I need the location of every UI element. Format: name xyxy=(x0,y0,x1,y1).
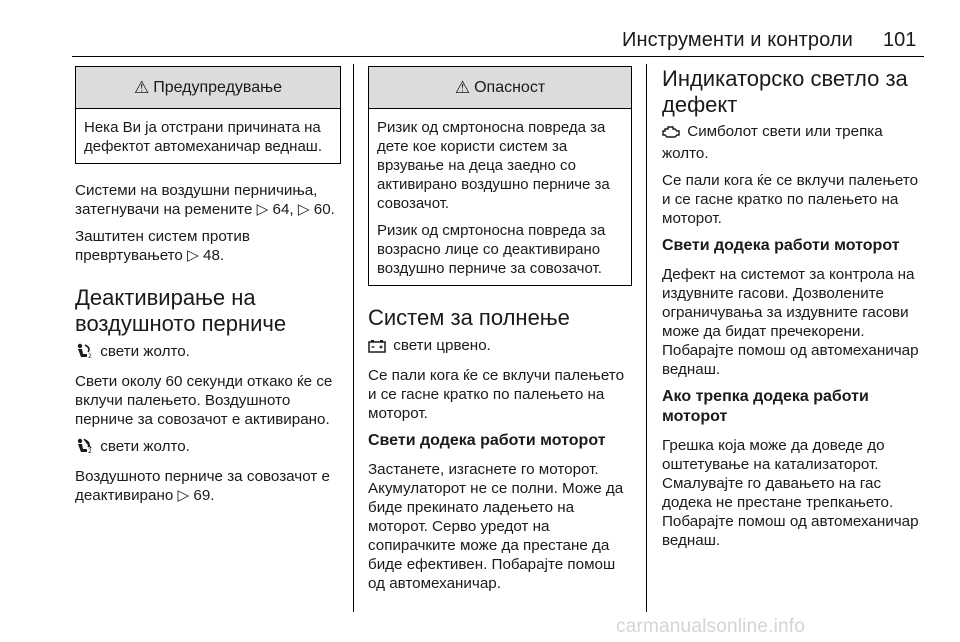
airbag-off-line xyxy=(75,437,341,459)
mil-description: Се пали кога ќе се вклучи палењето и се гасне кратко по палењето на моторот. xyxy=(662,172,919,227)
airbag-off-icon xyxy=(75,438,93,459)
airbag-off-description: Воздушното перниче за совозачот е деактивирано ▷ 69. xyxy=(75,468,330,504)
danger-box xyxy=(368,66,632,286)
subheading-mil-flashing: Ако трепка додека работи моторот xyxy=(662,388,869,425)
column-divider-1 xyxy=(353,64,354,612)
airbag-off-text: свети жолто. xyxy=(96,438,190,455)
mil-line xyxy=(662,122,928,163)
section-heading-malfunction-indicator: Индикаторско светло за дефект xyxy=(662,66,908,117)
subheading-engine-running: Свети додека работи моторот xyxy=(368,432,606,449)
subheading-mil-engine-running: Свети додека работи моторот xyxy=(662,237,900,254)
danger-box-text-2: Ризик од смртоносна повреда за возрасно лице со деактивирано воздушно перниче за совозачот. xyxy=(377,222,606,277)
column-2 xyxy=(368,66,632,601)
section-heading-charging-system: Систем за полнење xyxy=(368,305,570,330)
column-3 xyxy=(662,66,928,558)
section-heading-airbag-deactivation: Деактивирање на воздушното перниче xyxy=(75,285,287,336)
danger-box-body xyxy=(369,109,631,285)
svg-text:2: 2 xyxy=(88,353,92,359)
charging-description: Се пали кога ќе се вклучи палењето и се гасне кратко по палењето на моторот. xyxy=(368,367,625,422)
watermark: carmanualsonline.info xyxy=(616,616,806,637)
mil-engine-running-description: Дефект на системот за контрола на издувните гасови. Дозволените ограничувања за издувните гасови може да бидат пречекорени. Побарајте помош од автомеханичар веднаш. xyxy=(662,266,919,378)
battery-icon xyxy=(368,339,386,358)
danger-box-text-1: Ризик од смртоносна повреда за дете кое користи систем за врзување на деца заедно со активирано воздушно перниче за совозачот. xyxy=(377,119,610,212)
charging-text: свети црвено. xyxy=(389,337,491,354)
rollover-protection-ref: Заштитен систем против превртувањето ▷ 48. xyxy=(75,228,250,264)
airbag-on-description: Свети околу 60 секунди откако ќе се вклучи палењето. Воздушното перниче за совозачот е активирано. xyxy=(75,373,333,428)
header-title: Инструменти и контроли xyxy=(622,29,853,51)
column-1 xyxy=(75,66,341,513)
airbag-systems-ref: Системи на воздушни перничиња, затегнувачи на ремените ▷ 64, ▷ 60. xyxy=(75,182,335,218)
charging-line xyxy=(368,336,632,358)
warning-box xyxy=(75,66,341,164)
page-header xyxy=(0,0,960,56)
airbag-on-line xyxy=(75,342,341,364)
warning-box-title: Предупредување xyxy=(153,79,283,96)
warning-box-text: Нека Ви ја отстрани причината на дефектот автомеханичар веднаш. xyxy=(84,119,323,155)
warning-box-header xyxy=(76,67,340,109)
svg-text:2: 2 xyxy=(88,448,92,454)
airbag-on-text: свети жолто. xyxy=(96,343,190,360)
airbag-on-icon xyxy=(75,343,93,364)
mil-flashing-description: Грешка која може да доведе до оштетување на катализаторот. Смалувајте го давањето на гас додека не престане трепкањето. Побарајте помош од автомеханичар веднаш. xyxy=(662,437,919,549)
charging-engine-running-description: Застанете, изгаснете го моторот. Акумулаторот не се полни. Може да биде прекинато ладењето на моторот. Серво уредот на сопирачките може да престане да биде ефективен. Побарајте помош од автомеханичар. xyxy=(368,461,624,592)
column-divider-2 xyxy=(646,64,647,612)
header-rule xyxy=(72,56,924,57)
warning-triangle-icon: ⚠ xyxy=(133,78,150,97)
mil-text: Симболот свети или трепка жолто. xyxy=(662,123,883,162)
engine-icon xyxy=(662,125,680,144)
danger-box-header xyxy=(369,67,631,109)
page-number: 101 xyxy=(883,29,917,51)
warning-triangle-icon: ⚠ xyxy=(454,78,471,97)
warning-box-body xyxy=(76,109,340,163)
danger-box-title: Опасност xyxy=(474,79,546,96)
